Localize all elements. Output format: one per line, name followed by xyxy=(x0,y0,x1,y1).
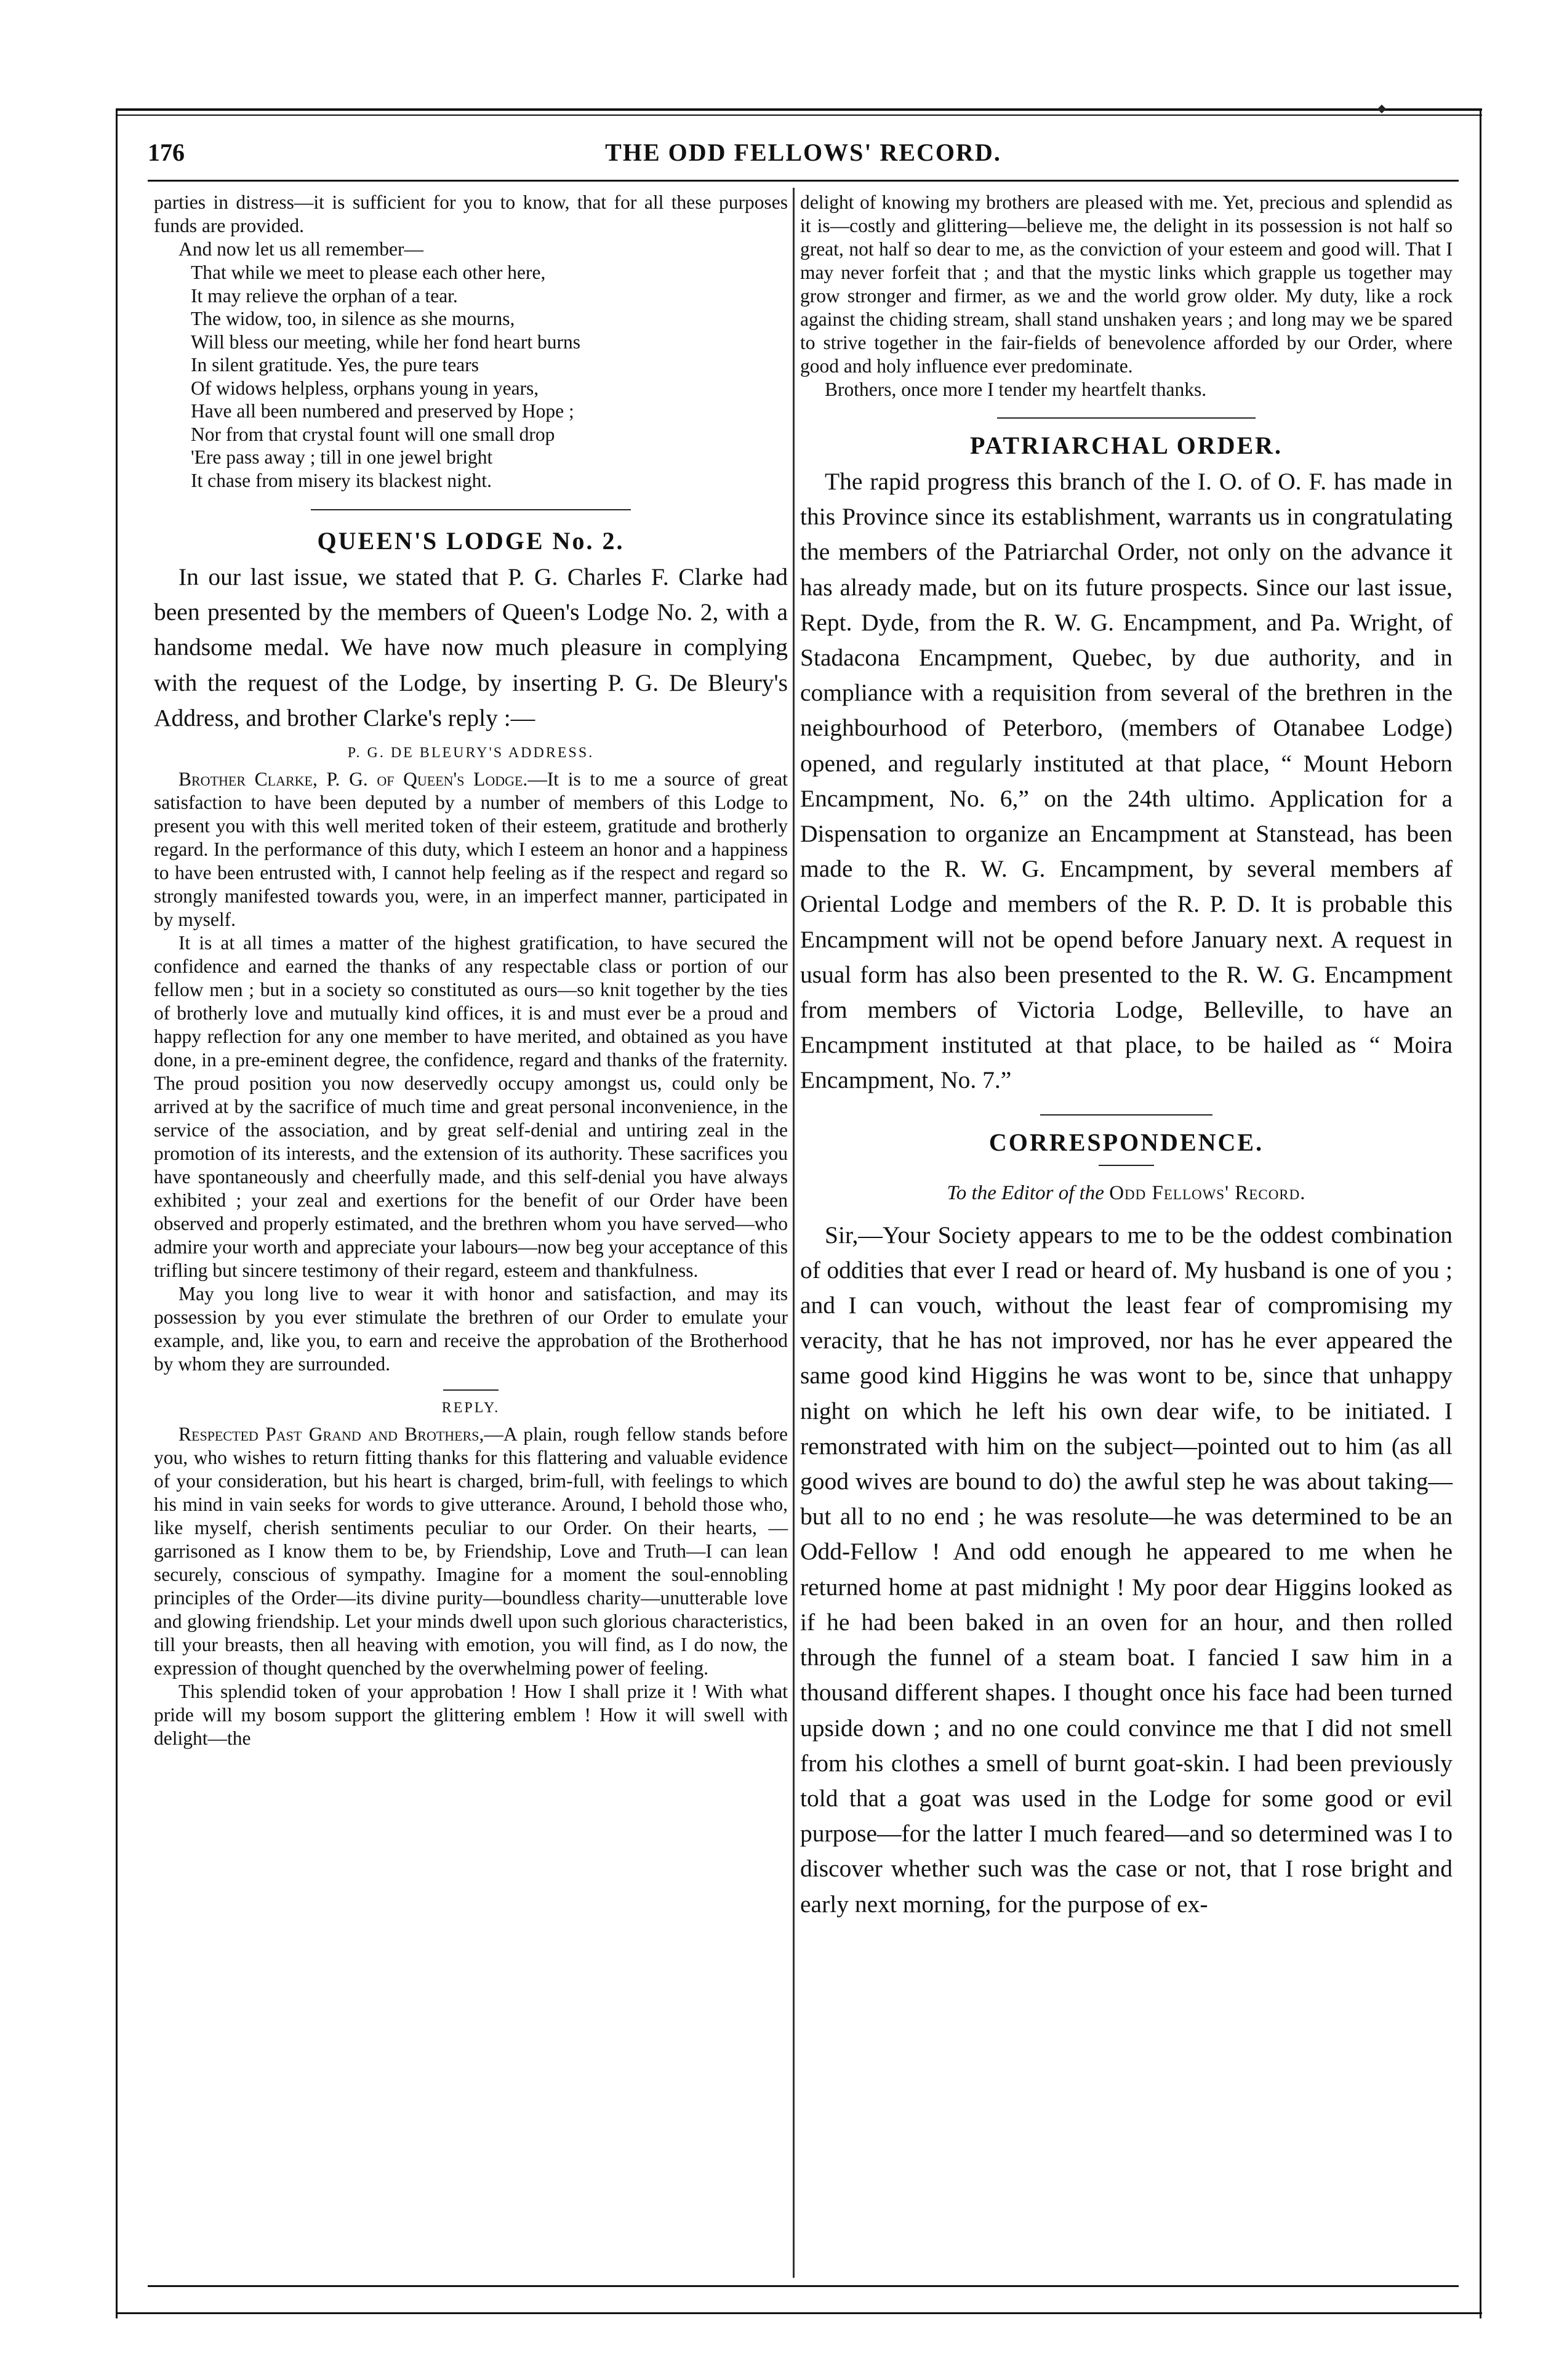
page-header xyxy=(148,134,1459,171)
verse-line: 'Ere pass away ; till in one jewel bright xyxy=(191,446,493,468)
thanks-line: Brothers, once more I tender my heartfelt thanks. xyxy=(825,379,1207,400)
queens-lodge-paragraph: In our last issue, we stated that P. G. Charles F. Clarke had been presented by the members of Queen's Lodge No. 2, with a handsome medal. We have now much pleasure in complying with the request of the Lodge, by inserting P. G. De Bleury's Address, and brother Clarke's reply :— xyxy=(154,563,788,731)
right-border-rule xyxy=(1480,108,1481,2318)
address-subheading: P. G. DE BLEURY'S ADDRESS. xyxy=(347,745,595,762)
address-body-1: —It is to me a source of great satisfaction to have been deputed by a number of members of this Lodge to present you with this well merited token of their esteem, gratitude and brotherly regard. In the performance of this duty, which I esteem an honor and a happiness to have been entrusted with, I cannot help feeling as if the respect and regard so strongly manifested towards you, were, in an imperfect manner, participated in by myself. xyxy=(154,768,788,931)
bottom-border-rule xyxy=(116,2312,1482,2314)
reply-body-1: —A plain, rough fellow stands before you, who wishes to return fitting thanks for this flattering and valuable evidence of your consideration, but his heart is charged, brim-full, with feelings to which his mind in vain seeks for words to give utterance. Around, I behold those who, like myself, cherish sentiments peculiar to our Order. On their hearts, —garrisoned as I know them to be, by Friendship, Love and Truth—I can lean securely, conscious of sympathy. Imagine for a moment the soul-ennobling principles of the Order—its divine purity—boundless charity—unutterable love and glowing friendship. Let your minds dwell upon such glorious characteristics, till your breasts, then all heaving with emotion, you will find, as I do now, the expression of thought quenched by the overwhelming power of feeling. xyxy=(154,1423,788,1679)
letter-salutation xyxy=(800,1178,1453,1208)
verse-line: Nor from that crystal fount will one small drop xyxy=(191,423,555,445)
header-rule xyxy=(148,180,1459,182)
left-column xyxy=(154,191,788,1750)
page-number: 176 xyxy=(148,139,185,166)
reply-paragraph-2: This splendid token of your approbation ! How I shall prize it ! With what pride will my bosom support the glittering emblem ! How it will swell with delight—the xyxy=(154,1681,788,1750)
queens-lodge-heading: QUEEN'S LODGE No. 2. xyxy=(317,527,625,555)
reply-continuation: delight of knowing my brothers are pleased with me. Yet, precious and splendid as it is—costly and glittering—believe me, the delight in its possession is not half so great, not half so dear to me, as the conviction of your esteem and good will. That I may never forfeit that ; and that the mystic links which grapple us together may grow stronger and firmer, as we and the world grow older. My duty, like a rock against the chiding stream, shall stand unshaken years ; and long may we be spared to strive together in the fair-fields of benevolence afforded by our Order, where good and holy influence ever predominate. xyxy=(800,191,1453,377)
reply-subheading: REPLY. xyxy=(441,1400,500,1417)
reply-lead: Respected Past Grand and Brothers, xyxy=(178,1423,484,1445)
intro-paragraph: parties in distress—it is sufficient for you to know, that for all these purposes funds are provided. xyxy=(154,191,788,236)
top-border-rule xyxy=(116,108,1482,111)
section-divider xyxy=(443,1389,499,1391)
address-paragraph-1 xyxy=(154,768,788,931)
ornament-icon xyxy=(1377,105,1386,113)
verse-line: It may relieve the orphan of a tear. xyxy=(191,284,458,307)
salutation-name: Odd Fellows' Record. xyxy=(1109,1181,1306,1204)
page-title: THE ODD FELLOWS' RECORD. xyxy=(605,139,1001,166)
verse-line: The widow, too, in silence as she mourns, xyxy=(191,308,515,329)
verse-line: That while we meet to please each other here, xyxy=(191,262,546,283)
verse-line: Will bless our meeting, while her fond heart burns xyxy=(191,331,580,353)
letter-paragraph: Sir,—Your Society appears to me to be the oddest combination of oddities that ever I read or heard of. My husband is one of you ; and I can vouch, without the least fear of compromising my veracity, that he has not improved, nor has he ever appeared the same good kind Higgins he was wont to be, since that unhappy night on which he left his own dear wife, to be initiated. I remonstrated with him on the subject—pointed out to him (as all good wives are bound to do) the awful step he was about taking—but all to no end ; he was resolute—he was determined to be an Odd-Fellow ! And odd enough he appeared to me when he returned home at past midnight ! My poor dear Higgins looked as if he had been baked in an oven for an hour, and then rolled through the funnel of a steam boat. I fancied I saw him in a thousand different shapes. I thought once his face had been turned upside down ; and no one could convince me that I did not smell from his clothes a smell of burnt goat-skin. I had been previously told that a goat was used in the Lodge for some good or evil purpose—for the latter I much feared—and so determined was I to discover whether such was the case or not, that I rose bright and early next morning, for the purpose of ex- xyxy=(800,1221,1453,1918)
section-divider xyxy=(1099,1165,1154,1166)
verse-line: Of widows helpless, orphans young in years, xyxy=(191,377,539,399)
patriarchal-heading: PATRIARCHAL ORDER. xyxy=(969,432,1283,459)
reply-paragraph-1 xyxy=(154,1423,788,1680)
patriarchal-paragraph: The rapid progress this branch of the I. O. of O. F. has made in this Province since its establishment, warrants us in congratulating the members of the Patriarchal Order, not only on the advance it has already made, but on its future prospects. Since our last issue, Rept. Dyde, from the R. W. G. Encampment, and Pa. Wright, of Stadacona Encampment, Quebec, by due authority, and in compliance with a requisition from several of the brethren in the neighbourhood of Peterboro, (members of Otanabee Lodge) opened, and regularly instituted at that place, “ Mount Heborn Encampment, No. 6,” on the 24th ultimo. Application for a Dispensation to organize an Encampment at Stanstead, has been made to the R. W. G. Encampment, by several members af Oriental Lodge and members of the R. P. D. It is probable this Encampment will not be opend before January next. A request in usual form has also been presented to the R. W. G. Encampment from members of Victoria Lodge, Belleville, to have an Encampment instituted at that place, to be hailed as “ Moira Encampment, No. 7.” xyxy=(800,468,1453,1094)
correspondence-heading: CORRESPONDENCE. xyxy=(988,1128,1264,1156)
bottom-rule xyxy=(148,2285,1459,2287)
salutation-prefix: To the Editor of the xyxy=(947,1181,1104,1204)
address-paragraph-3: May you long live to wear it with honor and satisfaction, and may its possession by you ever stimulate the brethren of our Order to emulate your example, and, like you, to earn and receive the approbation of the Brotherhood by whom they are surrounded. xyxy=(154,1283,788,1375)
verse-line: It chase from misery its blackest night. xyxy=(191,469,492,491)
section-divider xyxy=(311,509,631,510)
column-divider xyxy=(793,188,795,2278)
right-column xyxy=(800,191,1453,1922)
section-divider xyxy=(1040,1114,1212,1116)
verse-line: In silent gratitude. Yes, the pure tears xyxy=(191,354,479,376)
address-lead: Brother Clarke, P. G. of Queen's Lodge. xyxy=(178,768,528,790)
verse-line: Have all been numbered and preserved by Hope ; xyxy=(191,400,574,422)
section-divider xyxy=(997,417,1256,419)
intro-line: And now let us all remember— xyxy=(178,238,424,260)
poem-verse xyxy=(191,261,788,492)
address-paragraph-2: It is at all times a matter of the highest gratification, to have secured the confidence and earned the thanks of any respectable class or portion of our fellow men ; but in a society so constituted as ours—so knit together by the ties of brotherly love and mutually kind offices, it is and must ever be a proud and happy reflection for any one member to have merited, and obtained as you have done, in a pre-eminent degree, the confidence, regard and thanks of the fraternity. The proud position you now deservedly occupy amongst us, could only be arrived at by the sacrifice of much time and great personal inconvenience, in the service of the association, and by great self-denial and untiring zeal in the promotion of its interests, and the extension of its authority. These sacrifices you have spontaneously and cheerfully made, and this self-denial you have always exhibited ; your zeal and exertions for the benefit of our Order have been observed and properly estimated, and the brethren whom you have served—who admire your worth and appreciate your labours—now beg your acceptance of this trifling but sincere testimony of their regard, esteem and thankfulness. xyxy=(154,932,788,1282)
left-border-rule xyxy=(116,108,118,2318)
top-border-rule-thin xyxy=(116,115,1482,116)
